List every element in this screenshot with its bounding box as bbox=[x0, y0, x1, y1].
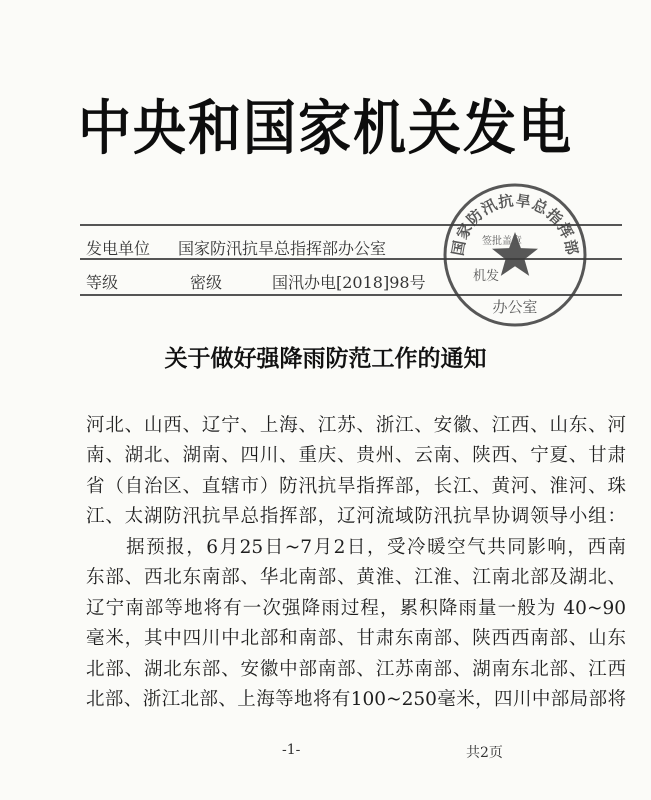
body-text-line: 辽宁南部等地将有一次强降雨过程，累积降雨量一般为 40~90 bbox=[86, 598, 626, 619]
official-seal-stamp bbox=[442, 182, 588, 328]
body-text-line: 江、太湖防汛抗旱总指挥部，辽河流域防汛抗旱协调领导小组： bbox=[86, 506, 626, 527]
body-text-line: 据预报，6月25日~7月2日，受冷暖空气共同影响，西南 bbox=[86, 537, 626, 558]
seal-bottom-text: 办公室 bbox=[492, 298, 538, 316]
seal-inner-text-1: 签批盖章 bbox=[482, 236, 522, 247]
body-text-line: 河北、山西、辽宁、上海、江苏、浙江、安徽、江西、山东、河 bbox=[86, 415, 626, 436]
grade-value: 密级 bbox=[190, 273, 223, 292]
document-title: 关于做好强降雨防范工作的通知 bbox=[164, 345, 487, 372]
sender-label: 发电单位 bbox=[86, 239, 151, 258]
seal-ring-text: 国家防汛抗旱总指挥部 bbox=[448, 191, 582, 258]
body-text-line: 北部、浙江北部、上海等地将有100~250毫米，四川中部局部将 bbox=[86, 689, 626, 710]
body-text-line: 毫米，其中四川中北部和南部、甘肃东南部、陕西西南部、山东 bbox=[86, 628, 626, 649]
sender-value: 国家防汛抗旱总指挥部办公室 bbox=[178, 239, 387, 258]
body-text-line: 东部、西北东南部、华北南部、黄淮、江淮、江南北部及湖北、 bbox=[86, 567, 626, 588]
page-number: -1- bbox=[282, 742, 301, 758]
grade-label: 等级 bbox=[86, 273, 119, 292]
body-text-line: 省（自治区、直辖市）防汛抗旱指挥部，长江、黄河、淮河、珠 bbox=[86, 476, 626, 497]
seal-inner-text-2: 机发 bbox=[472, 269, 500, 284]
body-text-line: 北部、湖北东部、安徽中部南部、江苏南部、湖南东北部、江西 bbox=[86, 659, 626, 680]
document-number: 国汛办电[2018]98号 bbox=[272, 273, 426, 292]
total-pages: 共2页 bbox=[466, 745, 503, 761]
masthead-title: 中央和国家机关发电 bbox=[78, 94, 573, 164]
body-text-line: 南、湖北、湖南、四川、重庆、贵州、云南、陕西、宁夏、甘肃 bbox=[86, 445, 626, 466]
